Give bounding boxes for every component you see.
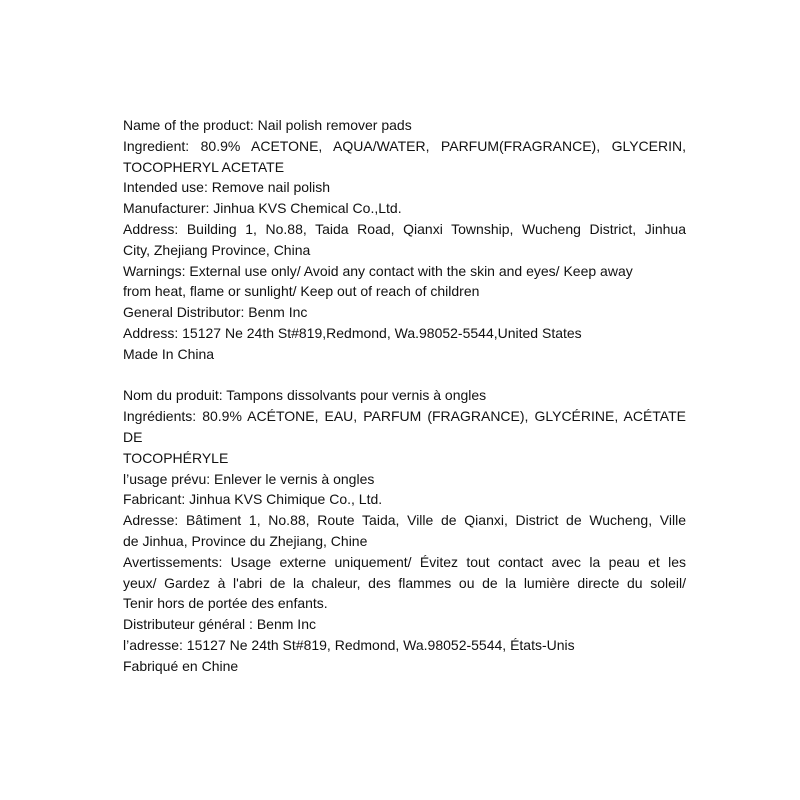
product-name-en: Name of the product: Nail polish remover pads: [123, 117, 412, 133]
distributor-en: General Distributor: Benm Inc: [123, 304, 308, 321]
warnings-en-line-2: from heat, flame or sunlight/ Keep out of reach of children: [123, 283, 480, 300]
made-in-fr: Fabriqué en Chine: [123, 657, 239, 674]
address-fr-line-1: Adresse: Bâtiment 1, No.88, Route Taida, Ville de Qianxi, District de Wucheng, Ville: [123, 512, 686, 529]
product-name-fr: Nom du produit: Tampons dissolvants pour vernis à ongles: [123, 387, 487, 404]
manufacturer-fr: Fabricant: Jinhua KVS Chimique Co., Ltd.: [123, 491, 383, 508]
manufacturer-en: Manufacturer: Jinhua KVS Chemical Co.,Ltd.: [123, 200, 402, 217]
distributor-address-fr: l’adresse: 15127 Ne 24th St#819, Redmond, Wa.98052-5544, États-Unis: [123, 636, 575, 653]
warnings-en-line-1: Warnings: External use only/ Avoid any contact with the skin and eyes/ Keep away: [123, 262, 633, 279]
warnings-fr-line-1: Avertissements: Usage externe uniquement/ Évitez tout contact avec la peau et les: [123, 553, 686, 570]
address-fr-line-2: de Jinhua, Province du Zhejiang, Chine: [123, 532, 368, 549]
address-en-line-1: Address: Building 1, No.88, Taida Road, Qianxi Township, Wucheng District, Jinhua: [123, 220, 686, 237]
intended-use-fr: l’usage prévu: Enlever le vernis à ongles: [123, 470, 375, 487]
ingredient-en-line-2: TOCOPHERYL ACETATE: [123, 158, 285, 175]
ingredient-en-line-1: Ingredient: 80.9% ACETONE, AQUA/WATER, PARFUM(FRAGRANCE), GLYCERIN,: [123, 137, 686, 154]
warnings-fr-line-3: Tenir hors de portée des enfants.: [123, 595, 328, 612]
intended-use-en: Intended use: Remove nail polish: [123, 179, 331, 196]
french-section: [123, 385, 686, 676]
made-in-en: Made In China: [123, 345, 215, 362]
ingredient-fr-line-1: Ingrédients: 80.9% ACÉTONE, EAU, PARFUM (FRAGRANCE), GLYCÉRINE, ACÉTATE DE: [123, 408, 686, 445]
address-en-line-2: City, Zhejiang Province, China: [123, 241, 311, 258]
ingredient-fr-line-2: TOCOPHÉRYLE: [123, 449, 229, 466]
distributor-fr: Distributeur général : Benm Inc: [123, 616, 316, 633]
distributor-address-en: Address: 15127 Ne 24th St#819,Redmond, Wa.98052-5544,United States: [123, 324, 582, 341]
warnings-fr-line-2: yeux/ Gardez à l'abri de la chaleur, des flammes ou de la lumière directe du soleil/: [123, 574, 686, 591]
english-section: [123, 115, 686, 365]
